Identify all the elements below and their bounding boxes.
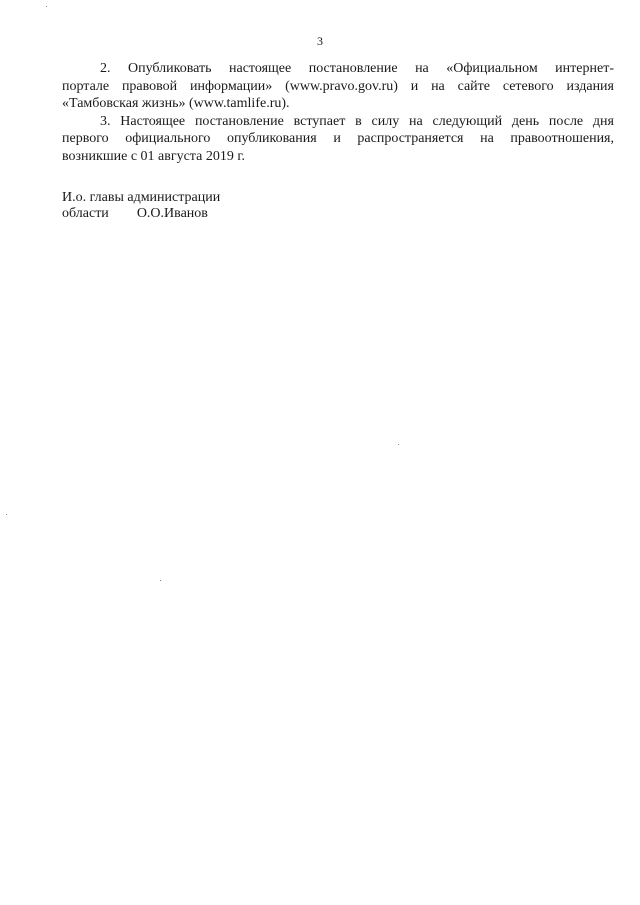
scan-speck — [46, 6, 47, 7]
scan-speck — [398, 444, 399, 445]
signature-block — [62, 190, 302, 222]
signatory-title-continued — [62, 206, 302, 222]
paragraph-line: «Тамбовская жизнь» (www.tamlife.ru). — [62, 96, 290, 111]
scan-speck — [160, 580, 161, 581]
paragraph-line: возникшие с 01 августа 2019 г. — [62, 148, 245, 164]
paragraph-line: 3. Настоящее постановление вступает в силу на следующий день после дня — [100, 113, 614, 129]
document-body — [62, 60, 614, 165]
paragraph-line: первого официального опубликования и распространяется на правоотношения, — [62, 131, 614, 146]
signatory-title: И.о. главы администрации — [62, 190, 221, 205]
paragraph-line: портале правовой информации» (www.pravo.gov.ru) и на сайте сетевого издания — [62, 78, 614, 94]
signatory-region: области — [62, 206, 109, 221]
page-number: 3 — [317, 34, 323, 48]
paragraph-effective-date — [62, 113, 614, 166]
signatory-name: О.О.Иванов — [136, 206, 208, 221]
paragraph-publication — [62, 60, 614, 113]
scan-speck — [6, 514, 7, 515]
paragraph-line: 2. Опубликовать настоящее постановление на «Официальном интернет- — [100, 61, 614, 76]
